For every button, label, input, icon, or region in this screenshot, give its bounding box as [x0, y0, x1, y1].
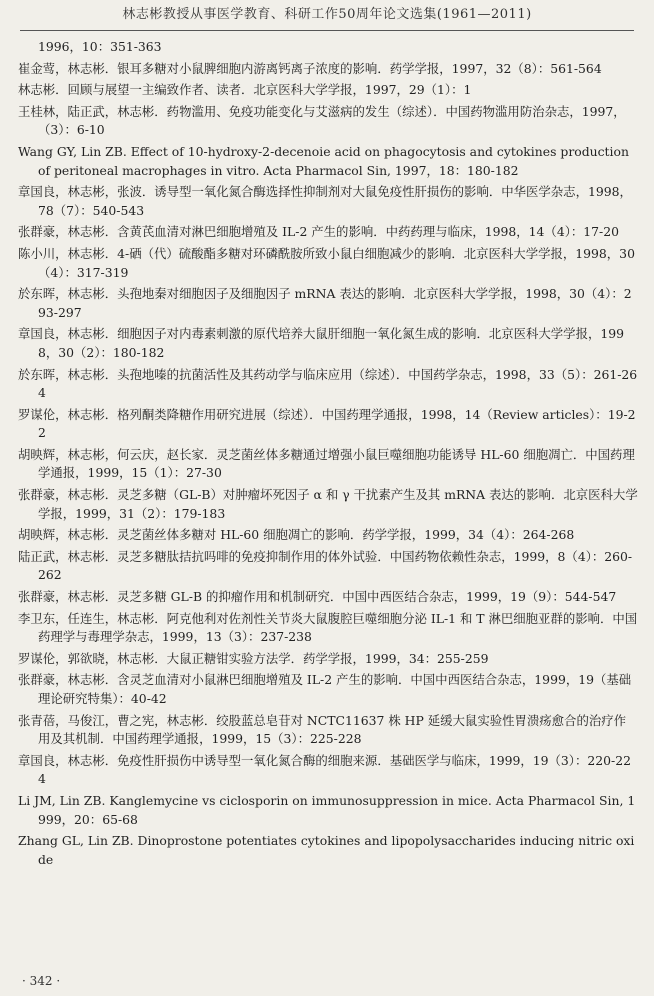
- reference-entry: 张群豪，林志彬．灵芝多糖 GL-B 的抑瘤作用和机制研究．中国中西医结合杂志，1999，19（9）：544-547: [18, 589, 617, 605]
- reference-entry: 罗谋伦，郭欲晓，林志彬．大鼠正糖钳实验方法学．药学学报，1999，34：255-259: [18, 650, 489, 666]
- reference-entry: 林志彬．回顾与展望一主编致作者、读者．北京医科大学学报，1997，29（1）：1: [18, 82, 472, 98]
- reference-entry: 陆正武，林志彬．灵芝多糖肽拮抗吗啡的免疫抑制作用的体外试验．中国药物依赖性杂志，1999，8（4）：260-262: [18, 548, 633, 583]
- reference-entry: 於东晖，林志彬．头孢地嗪的抗菌活性及其药动学与临床应用（综述）．中国药学杂志，1998，33（5）：261-264: [18, 366, 638, 401]
- reference-entry: 章国良，林志彬．免疫性肝损伤中诱导型一氧化氮合酶的细胞来源．基础医学与临床，1999，19（3）：220-224: [18, 752, 631, 787]
- reference-entry: Zhang GL, Lin ZB. Dinoprostone potentiates cytokines and lipopolysaccharides inducing nitric oxide: [18, 833, 635, 867]
- reference-entry: 王桂林，陆正武，林志彬．药物滥用、免疫功能变化与艾滋病的发生（综述）．中国药物滥用防治杂志，1997，（3）：6-10: [18, 103, 626, 138]
- reference-entry: 胡映辉，林志彬．灵芝菌丝体多糖对 HL-60 细胞凋亡的影响．药学学报，1999，34（4）：264-268: [18, 527, 575, 543]
- reference-entry: 章国良，林志彬．细胞因子对内毒素刺激的原代培养大鼠肝细胞一氧化氮生成的影响．北京医科大学学报，1998，30（2）：180-182: [18, 326, 625, 360]
- reference-entry: 张群豪，林志彬．含灵芝血清对小鼠淋巴细胞增殖及 IL-2 产生的影响．中国中西医结合杂志，1999，19（基础理论研究特集）：40-42: [18, 672, 632, 706]
- page-number: · 342 ·: [22, 974, 61, 988]
- reference-entry: 张群豪，林志彬．含黄芪血清对淋巴细胞增殖及 IL-2 产生的影响．中药药理与临床，1998，14（4）：17-20: [18, 224, 620, 240]
- running-header: 林志彬教授从事医学教育、科研工作50周年论文选集(1961—2011): [122, 7, 532, 22]
- reference-entry: 张群豪，林志彬．灵芝多糖（GL-B）对肿瘤坏死因子 α 和 γ 干扰素产生及其 mRNA 表达的影响．北京医科大学学报，1999，31（2）：179-183: [18, 487, 638, 521]
- reference-entry: 陈小川，林志彬．4-硒（代）硫酸酯多糖对环磷酰胺所致小鼠白细胞减少的影响．北京医科大学学报，1998，30（4）：317-319: [18, 245, 635, 280]
- reference-entry: 崔金莺，林志彬．银耳多糖对小鼠脾细胞内游离钙离子浓度的影响．药学学报，1997，32（8）：561-564: [18, 60, 602, 76]
- reference-entry: 胡映辉，林志彬，何云庆，赵长家．灵芝菌丝体多糖通过增强小鼠巨噬细胞功能诱导 HL-60 细胞凋亡．中国药理学通报，1999，15（1）：27-30: [18, 446, 635, 481]
- reference-entry: 章国良，林志彬，张波．诱导型一氧化氮合酶选择性抑制剂对大鼠免疫性肝损伤的影响．中华医学杂志，1998，78（7）：540-543: [18, 184, 632, 218]
- reference-entry: 1996，10：351-363: [38, 39, 162, 54]
- reference-entry: 张青蓓，马俊江，曹之宪，林志彬．绞股蓝总皂苷对 NCTC11637 株 HP 延缓大鼠实验性胃溃疡愈合的治疗作用及其机制．中国药理学通报，1999，15（3）：225-228: [18, 712, 627, 747]
- reference-entry: Li JM, Lin ZB. Kanglemycine vs ciclosporin on immunosuppression in mice. Acta Pharmacol Sin, 1999，20：65-68: [18, 792, 636, 827]
- reference-list: [18, 38, 638, 872]
- reference-entry: 於东晖，林志彬．头孢地秦对细胞因子及细胞因子 mRNA 表达的影响．北京医科大学学报，1998，30（4）：293-297: [18, 286, 632, 320]
- header-divider: [20, 30, 634, 31]
- reference-entry: 李卫东，任连生，林志彬．阿克他利对佐剂性关节炎大鼠腹腔巨噬细胞分泌 IL-1 和 T 淋巴细胞亚群的影响．中国药理学与毒理学杂志，1999，13（3）：237-238: [18, 610, 638, 645]
- reference-entry: 罗谋伦，林志彬．格列酮类降糖作用研究进展（综述）．中国药理学通报，1998，14（Review articles）：19-22: [18, 406, 636, 441]
- reference-entry: Wang GY, Lin ZB. Effect of 10-hydroxy-2-decenoie acid on phagocytosis and cytokines production of peritoneal macrophages in vitro. Acta Pharmacol Sin, 1997，18：180-182: [18, 143, 629, 178]
